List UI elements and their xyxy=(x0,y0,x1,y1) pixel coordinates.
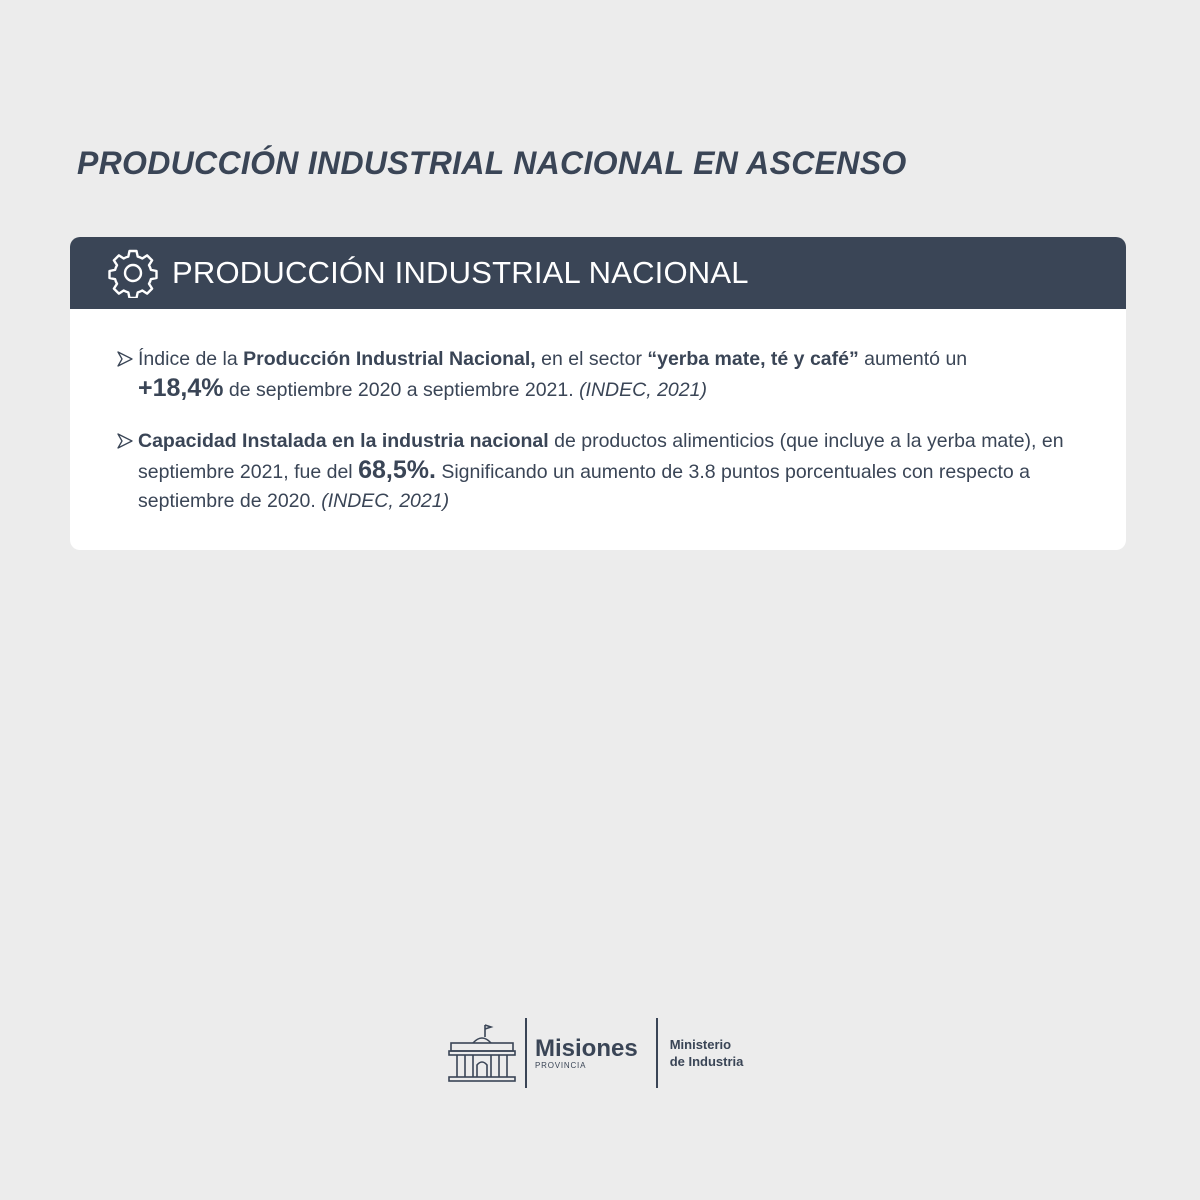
brand-subtitle: PROVINCIA xyxy=(535,1060,587,1070)
divider xyxy=(525,1018,527,1088)
bullet-text xyxy=(138,345,967,405)
text-run-bold: “yerba mate, té y café” xyxy=(647,348,859,370)
gear-icon xyxy=(108,248,158,298)
text-run: Índice de la xyxy=(138,348,244,370)
text-run: de septiembre 2020 a septiembre 2021. xyxy=(223,379,580,401)
ministry-line: de Industria xyxy=(669,1054,744,1069)
highlight-figure: 68,5%. xyxy=(358,456,436,484)
page-title: PRODUCCIÓN INDUSTRIAL NACIONAL EN ASCENSO xyxy=(77,145,907,181)
footer-logo xyxy=(447,1018,743,1088)
text-run-bold: Capacidad Instalada en la industria nacional xyxy=(138,430,549,452)
highlight-figure: +18,4% xyxy=(138,374,224,402)
ministry-line: Ministerio xyxy=(669,1037,732,1052)
source-citation: (INDEC, 2021) xyxy=(321,490,450,512)
bullet-text xyxy=(138,427,1106,516)
text-run: de productos alimenticios (que incluye a la yerba mate), en septiembre 2021, fue del xyxy=(138,430,1064,483)
bullet-item xyxy=(116,427,1106,516)
text-run: aumentó un xyxy=(858,348,968,370)
info-card xyxy=(70,237,1126,550)
card-title: PRODUCCIÓN INDUSTRIAL NACIONAL xyxy=(172,255,749,290)
text-run: en el sector xyxy=(535,348,648,370)
card-body xyxy=(70,309,1126,516)
ministry-name xyxy=(670,1036,744,1070)
government-building-icon xyxy=(447,1023,517,1083)
chevron-right-icon xyxy=(116,351,134,367)
source-citation: (INDEC, 2021) xyxy=(579,379,707,401)
card-header xyxy=(70,237,1126,309)
text-run-bold: Producción Industrial Nacional, xyxy=(243,348,536,370)
bullet-item xyxy=(116,345,1106,405)
text-run: Significando un aumento de 3.8 puntos porcentuales con respecto a septiembre de 2020. xyxy=(138,461,1030,512)
divider xyxy=(656,1018,658,1088)
brand-block xyxy=(535,1034,638,1070)
chevron-right-icon xyxy=(116,433,134,449)
brand-name: Misiones xyxy=(535,1034,638,1062)
